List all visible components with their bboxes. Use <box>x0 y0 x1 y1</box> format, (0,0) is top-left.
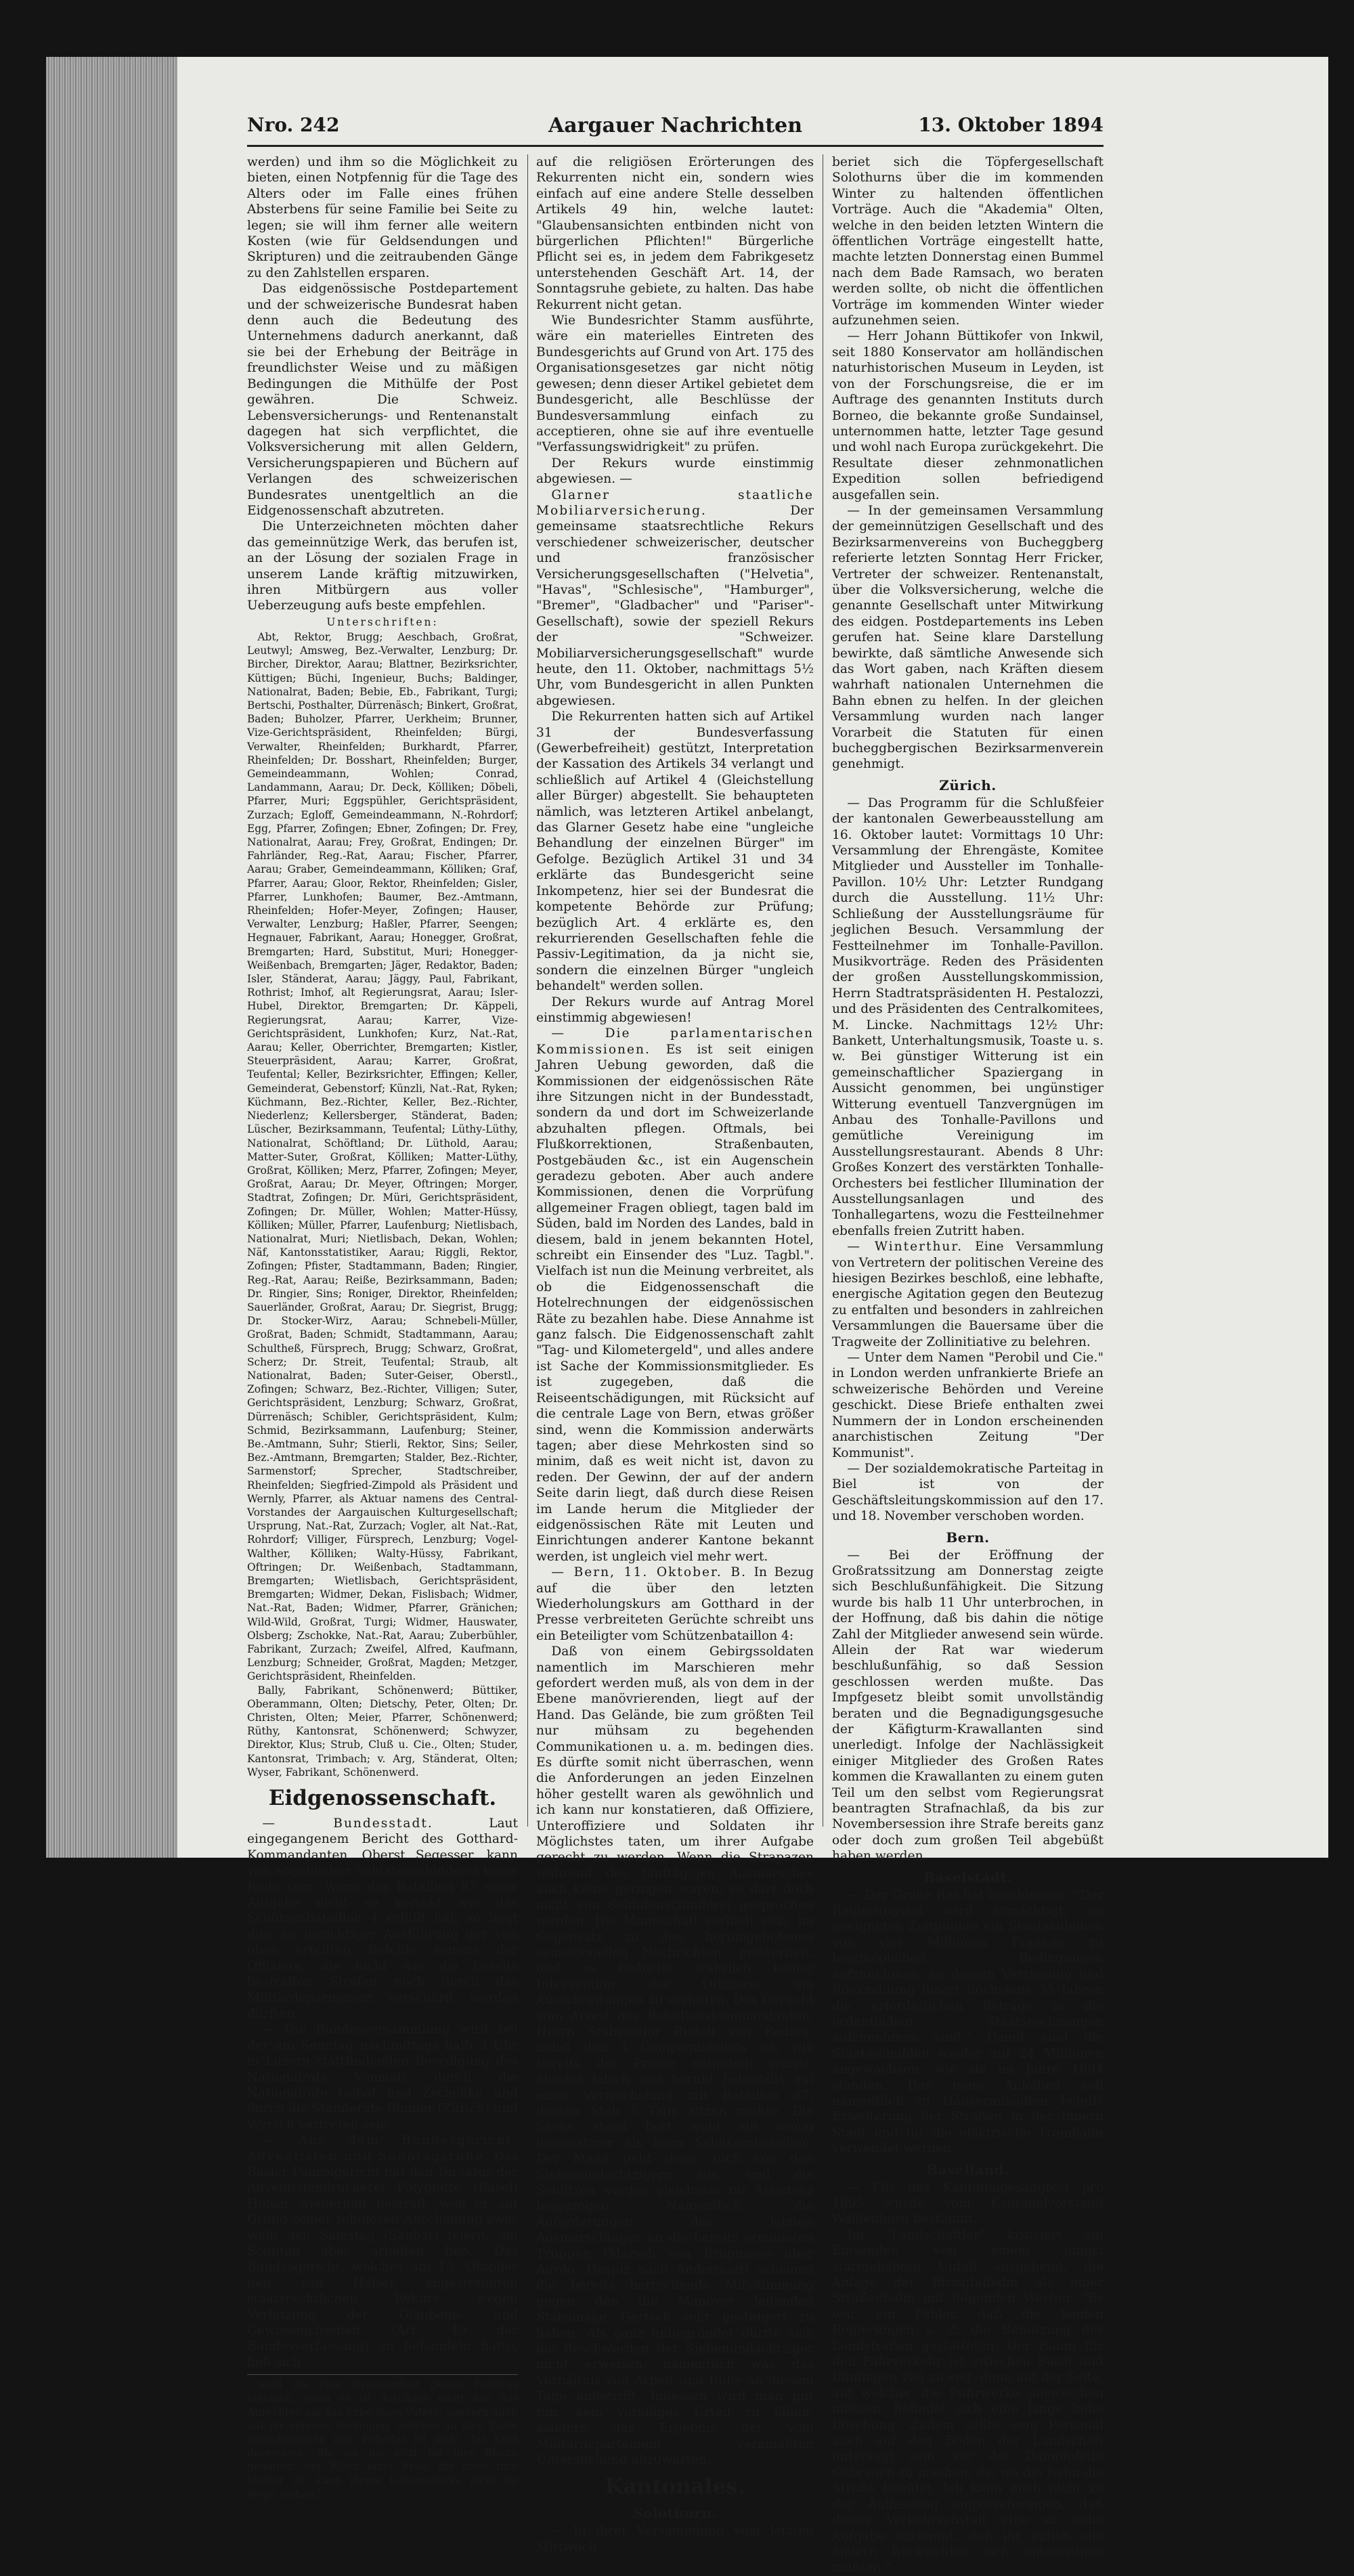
page-edge <box>46 57 181 1858</box>
news-text: In Bezug auf die über den letzten Wiederholungskurs am Gotthard in der Presse verbreiteten Gerüchte schreibt uns ein Beteiligter vom Schützenbataillon 4: <box>536 1565 814 1643</box>
paragraph: Die Unterzeichneten möchten daher das gemeinnützige Werk, das berufen ist, an der Lösung der sozialen Frage in unserem Lande kräftig mitzuwirken, ihren Mitbürgern aus voller Ueberzeugung aufs beste empfehlen. <box>247 519 518 613</box>
news-kicker: — Bern, 11. Oktober. B. <box>551 1565 747 1580</box>
paragraph: Der Rekurs wurde einstimmig abgewiesen. — <box>536 456 814 487</box>
signers-list: Abt, Rektor, Brugg; Aeschbach, Großrat, Leutwyl; Amsweg, Bez.-Verwalter, Lenzburg; Dr. Bircher, Direktor, Aarau; Blattner, Bezirksrichter, Küttigen; Büchi, Ingenieur, Buchs; Baldinger, Nationalrat, Baden; Bebie, Eb., Fabrikant, Turgi; Bertschi, Posthalter, Dürrenäsch; Binkert, Großrat, Baden; Buholzer, Pfarrer, Uerkheim; Brunner, Vize-Gerichtspräsident, Rheinfelden; Bürgi, Verwalter, Rheinfelden; Burkhardt, Pfarrer, Rheinfelden; Dr. Bosshart, Rheinfelden; Burger, Gemeindeammann, Wohlen; Conrad, Landammann, Aarau; Dr. Deck, Kölliken; Döbeli, Pfarrer, Muri; Eggspühler, Gerichtspräsident, Zurzach; Egloff, Gemeindeammann, N.-Rohrdorf; Egg, Pfarrer, Zofingen; Ebner, Zofingen; Dr. Frey, Nationalrat, Aarau; Frey, Großrat, Endingen; Dr. Fahrländer, Reg.-Rat, Aarau; Fischer, Pfarrer, Aarau; Graber, Gemeindeammann, Kölliken; Graf, Pfarrer, Aarau; Gloor, Rektor, Rheinfelden; Gisler, Pfarrer, Lunkhofen; Baumer, Bez.-Amtmann, Rheinfelden; Hofer-Meyer, Zofingen; Hauser, Verwalter, Lenzburg; Haßler, Pfarrer, Seengen; Hegnauer, Fabrikant, Aarau; Honegger, Großrat, Bremgarten; Hard, Substitut, Muri; Honegger-Weißenbach, Bremgarten; Jäger, Redaktor, Baden; Isler, Ständerat, Aarau; Jäggy, Paul, Fabrikant, Rothrist; Imhof, alt Regierungsrat, Aarau; Isler-Hubel, Direktor, Bremgarten; Dr. Käppeli, Regierungsrat, Aarau; Karrer, Vize-Gerichtspräsident, Lunkhofen; Kurz, Nat.-Rat, Aarau; Keller, Oberrichter, Bremgarten; Kistler, Steuerpräsident, Aarau; Karrer, Großrat, Teufental; Keller, Bezirksrichter, Effingen; Keller, Gemeinderat, Gebenstorf; Künzli, Nat.-Rat, Ryken; Küchmann, Bez.-Richter, Keller, Bez.-Richter, Niederlenz; Kellersberger, Ständerat, Baden; Lüscher, Bezirksammann, Teufental; Lüthy-Lüthy, Nationalrat, Schöftland; Dr. Lüthold, Aarau; Matter-Suter, Großrat, Kölliken; Matter-Lüthy, Großrat, Kölliken; Merz, Pfarrer, Zofingen; Meyer, Großrat, Aarau; Dr. Meyer, Oftringen; Morger, Stadtrat, Zofingen; Dr. Müri, Gerichtspräsident, Zofingen; Dr. Müller, Wohlen; Matter-Hüssy, Kölliken; Müller, Pfarrer, Laufenburg; Nietlisbach, Nationalrat, Muri; Nietlisbach, Dekan, Wohlen; Näf, Kantonsstatistiker, Aarau; Riggli, Rektor, Zofingen; Pfister, Stadtammann, Baden; Ringier, Reg.-Rat, Aarau; Reiße, Bezirksammann, Baden; Dr. Ringier, Sins; Roniger, Direktor, Rheinfelden; Sauerländer, Großrat, Aarau; Dr. Siegrist, Brugg; Dr. Stocker-Wirz, Aarau; Schnebeli-Müller, Großrat, Baden; Schmidt, Stadtammann, Aarau; Schultheß, Fürsprech, Brugg; Schwarz, Großrat, Scherz; Dr. Streit, Teufental; Straub, alt Nationalrat, Baden; Suter-Geiser, Oberstl., Zofingen; Schwarz, Bez.-Richter, Villigen; Suter, Gerichtspräsident, Lenzburg; Schwarz, Großrat, Dürrenäsch; Schibler, Gerichtspräsident, Kulm; Schmid, Bezirksammann, Laufenburg; Steiner, Be.-Amtmann, Suhr; Stierli, Rektor, Sins; Seiler, Bez.-Amtmann, Bremgarten; Stalder, Bez.-Richter, Sarmenstorf; Sprecher, Stadtschreiber, Rheinfelden; Siegfried-Zimpold als Präsident und Wernly, Pfarrer, als Aktuar namens des Central-Vorstandes der Aargauischen Kulturgesellschaft; Ursprung, Nat.-Rat, Zurzach; Vogler, alt Nat.-Rat, Rohrdorf; Villiger, Fürsprech, Lenzburg; Vogel-Walther, Kölliken; Walty-Hüssy, Fabrikant, Oftringen; Dr. Weißenbach, Stadtammann, Bremgarten; Wietlisbach, Gerichtspräsident, Bremgarten; Widmer, Dekan, Fislisbach; Widmer, Nat.-Rat, Baden; Widmer, Pfarrer, Gränichen; Wild-Wild, Großrat, Turgi; Widmer, Hauswater, Olsberg; Zschokke, Nat.-Rat, Aarau; Zuberbühler, Fabrikant, Zurzach; Zweifel, Alfred, Kaufmann, Lenzburg; Schneider, Großrat, Magden; Metzger, Gerichtspräsident, Rheinfelden. <box>247 630 518 1683</box>
signers-list-solothurn: Bally, Fabrikant, Schönenwerd; Büttiker, Oberammann, Olten; Dietschy, Peter, Olten; Dr. Christen, Olten; Meier, Pfarrer, Schönenwerd; Rüthy, Kantonsrat, Schönenwerd; Schwyzer, Direktor, Klus; Strub, Cluß u. Cie., Olten; Studer, Kantonsrat, Trimbach; v. Arg, Ständerat, Olten; Wyser, Fabrikant, Schönenwerd. <box>247 1684 518 1778</box>
news-item <box>536 1026 814 1565</box>
news-text: Der gemeinsame staatsrechtliche Rekurs verschiedener schweizerischer, deutscher und französischer Versicherungsgesellschaften ("Helvetia", "Havas", "Schlesische", "Hamburger", "Bremer", "Gladbacher" und "Pariser"-Gesellschaft), sowie der speziell Rekurs der "Schweizer. Mobiliarversicherungsgesellschaft" wurde heute, den 11. Oktober, nachmittags 5½ Uhr, vom Bundesgericht in allen Punkten abgewiesen. <box>536 503 814 708</box>
column-divider <box>527 154 528 1827</box>
news-text: Eine Versammlung von Vertretern der politischen Vereine des hiesigen Bezirkes beschloß, eine lebhafte, energische Agitation gegen den Beutezug zu entfalten und besonders in zahlreichen Versammlungen die Bauersame über die Tragweite der Zollinitiative zu belehren. <box>832 1240 1104 1349</box>
issue-number: Nro. 242 <box>247 114 340 136</box>
paragraph: Im "Landschäftler" kritisiert ein Einsender, von einem jüngst stattgehabten Unfall ausgehend, die Anlage der Birsigtalbahn als einer Straßenbahn mit folgenden Worten: "Es war ein Fehler, daß die beiden Regierungen s. Z. die Benützung der Landstraßen gestatteten. Der Raum für den Fahrverkehr ist zwischen Basel und Binningen viel zu eng, denn auf der Seite, auf welcher die Fuhrwerke ausweichen müssen, befindet sich eine lange hohe Böschung. Zudem sollte vom Personal auch auf den Boden der Landschaft untersagt sein, vor der Dampfpfeife Gebrauch zu machen, da, wo die Bahn die Straße benützt. Ich kann mich nicht zu der Auffassung emporschwingen, daß dieser Verkehrsanstalt eine so hohe Aufgabe zukommt, daß ihr zulieb alle andern Rücksichten sich unterordnen müßten." <box>832 2227 1104 2575</box>
paragraph: — Für das Kantonalgesangfest pro 1895 wurde vom Kantonalvorstand Waldenburg bestimmt. <box>832 2180 1104 2227</box>
news-kicker: — Die parlamentarischen Kommissionen. <box>536 1026 814 1057</box>
subsection-bern: Bern. <box>946 1529 990 1546</box>
news-text: Laut eingegangenem Bericht des Gotthard-Kommandanten, Oberst Segesser, kann von angeblicher Soldatenschinderei keine Rede sein. Wenn das Bataillon 87 seine Aufgabe nicht so korrekt wie das Schützenbataillon 4 erfüllt hat, so liegt dies an unrichtiger Ausführung der von oben erteilten Befehle seitens der Offiziere, die nicht wie die bereits bestraften Strafen noch durch das Militärdepartement verschärft werden dürften. <box>247 1816 518 2021</box>
news-item <box>536 487 814 710</box>
news-item <box>247 2133 518 2370</box>
issue-date: 13. Oktober 1894 <box>918 114 1104 136</box>
paragraph: Daß von einem Gebirgssoldaten namentlich im Marschieren mehr gefordert werden muß, als von dem in der Ebene manövrierenden, liegt auf der Hand. Das Gelände, bie zum größten Teil nur mühsam zu begehenden Communikationen u. a. m. bedingen dies. Es dürfte somit nicht überraschen, wenn die Anforderungen an jeden Einzelnen höher gestellt waren als gewöhnlich und ich kann nur konstatieren, daß Offiziere, Unteroffiziere und Soldaten ihr Möglichstes taten, um ihrer Aufgabe gerecht zu werden. Wenn die Strapazen während des fünftägigen Ausmarsches auch keine geringen waren, so darf doch nicht von Soldatenschinderei gesprochen werden. Die Mannschaft verhielt sich, im Gegensatz zu den herumgebotenen sensationellen Nachrichten, musterhaft, und es bedurfte wahrlich keiner Intervention der Offiziere, um Ausschreitungen zu verhüten. Das Gerücht vom Arrest des Bataillonskommandanten, Herrn Stabsmajor Rudolf von Reding, nebst den 4 Compagniechefs ist, wie bereits der Presse mitgeteilt wurde, absolut falsch und beruht jedenfalls auf einer Verwechslung mit Bataillon 87, dessen Stab 5 Tage sitzen mußte. Die Sache stand bort wohl ein wenig ungünstiger als beim Schützenbataillon. Der Mann geht denn auch von den Siebenundachtzigern aus, und die Schützen werden gleichsam zur Assistenz beigezogen. Namentlich die Anforderungen des letzten Ausmarschtages an die bereits ermüdeten Truppen (Marsch von Brugnasco über Airolo, Hospiz nach Andermatt) scheinen die bereits herrschende Mißstimmung gegen den die Manöver leitenden Stabsmajor Gertsch sehr gesteigert zu haben. Als ganz unbegründet dürfte sich die Beschwerden der Siebenundachtziger nicht erweisen, namentlich was das Verhältnis von Arbeit und Ruhe an diesem Tage anbetrifft. Indessen wird man gut tun, kein voreiliges Urteil zu fällen, sondern das Ergebnis der vom Militärdepartement veranlaßten Untersuchung abzuwarten. <box>536 1644 814 2467</box>
news-text: Es ist seit einigen Jahren Uebung geworden, daß die Kommissionen der eidgenössischen Räte ihre Sitzungen nicht in der Bundesstadt, sondern da und dort im Schweizerlande abzuhalten pflegen. Oftmals, bei Flußkorrektionen, Straßenbauten, Postgebäuden &c., ist ein Augenschein geradezu geboten. Aber auch andere Kommissionen, denen die Vorprüfung allgemeiner Fragen obliegt, tagen bald im Süden, bald im Norden des Landes, bald in diesem, bald in jenem bekannten Hotel, schreibt ein Einsender des "Luz. Tagbl.". Vielfach ist nun die Meinung verbreitet, als ob die Eidgenossenschaft die Hotelrechnungen der eidgenössischen Räte zu bezahlen habe. Diese Annahme ist ganz falsch. Die Eidgenossenschaft zahlt "Tag- und Kilometergeld", und alles andere ist Sache der Kommissionsmitglieder. Es ist zugegeben, daß die Reiseentschädigungen, mit Rücksicht auf die centrale Lage von Bern, etwas größer sind, wenn die Kommission anderwärts tagen; aber diese Mehrkosten sind so minim, daß es weit nicht ist, davon zu reden. Der Gewinn, der auf der andern Seite darin liegt, daß durch diese Reisen im Lande herum die Mitglieder der eidgenössischen Räte mit Leuten und Einrichtungen anderer Kantone bekannt werden, ist ungleich viel mehr wert. <box>536 1042 814 1564</box>
newspaper-title: Aargauer Nachrichten <box>548 114 803 137</box>
column-1 <box>247 154 518 2500</box>
paragraph: — Bei der Eröffnung der Großratssitzung am Donnerstag zeigte sich Beschlußunfähigkeit. Die Sitzung wurde bis halb 11 Uhr unterbrochen, in der Hoffnung, daß bis dahin die nötige Zahl der Mitglieder anwesend sein würde. Allein der Rat war wiederum beschlußunfähig, so daß Session geschlossen werden mußte. Das Impfgesetz bleibt somit unvollständig beraten und die Begnadigungsgesuche der Käfigturm-Krawallanten sind unerledigt. Infolge der Nachlässigkeit einiger Mitglieder des Großen Rates kommen die Krawallanten zu einem guten Teil um den selbst vom Regierungsrat beantragten Strafnachlaß, da bis zur Novembersession ihre Strafe bereits ganz oder doch zum großen Teil abgebüßt haben werden. <box>832 1548 1104 1864</box>
paragraph: — In der gemeinsamen Versammlung der gemeinnützigen Gesellschaft und des Bezirksarmenvereins von Bucheggberg referierte letzten Sonntag Herr Fricker, Vertreter der schweizer. Rentenanstalt, über die Volksversicherung, welche die genannte Gesellschaft unter Mitwirkung des eidgen. Postdepartements ins Leben gerufen hat. Seine klare Darstellung bewirkte, daß sämtliche Anwesende sich das Wort gaben, nach Kräften diesem wahrhaft nationalen Unternehmen die Bahn ebnen zu helfen. In der gleichen Versammlung wurden nach langer Vorarbeit die Statuten für einen bucheggbergischen Bezirksarmenverein genehmigt. <box>832 503 1104 772</box>
paragraph: — Herr Johann Büttikofer von Inkwil, seit 1880 Konservator am holländischen naturhistorischen Museum in Leyden, ist von der Forschungsreise, die er im Auftrage des genannten Instituts durch Borneo, die bekannte große Sundainsel, unternommen hatte, letzter Tage gesund und wohl nach Europa zurückgekehrt. Die Resultate dieser zehnmonatlichen Expedition sollen befriedigend ausgefallen sein. <box>832 329 1104 502</box>
paragraph: Die Rekurrenten hatten sich auf Artikel 31 der Bundesverfassung (Gewerbefreiheit) gestützt, Interpretation der Kassation des Artikels 34 verlangt und schließlich auf Artikel 4 (Gleichstellung aller Bürger) abgestellt. Sie behaupteten nämlich, was letzteren Artikel anbelangt, das Glarner Gesetz habe eine "ungleiche Behandlung der einzelnen Bürger" im Gefolge. Bezüglich Artikel 31 und 34 erklärte das Bundesgericht seine Inkompetenz, hier sei der Bundesrat die kompetente Behörde zur Prüfung; bezüglich Art. 4 erklärte es, den rekurrierenden Gesellschaften fehle die Passiv-Legitimation, da ja nicht sie, sondern die einzelnen Bürger "ungleich behandelt" werden sollen. <box>536 710 814 994</box>
subsection-zuerich: Zürich. <box>939 777 997 793</box>
paragraph: auf die religiösen Erörterungen des Rekurrenten nicht ein, sondern wies einfach auf eine andere Stelle desselben Artikels 49 hin, welche lautet: "Glaubensansichten entbinden nicht von bürgerlichen Pflichten!" Bürgerliche Pflicht sei es, in jedem dem Fabrikgesetz unterstehenden Geschäft Art. 14, der Sonntagsruhe gebiete, zu halten. Das habe Rekurrent nicht getan. <box>536 155 814 312</box>
paragraph: beriet sich die Töpfergesellschaft Solothurns über die im kommenden Winter zu haltenden öffentlichen Vorträge. Auch die "Akademia" Olten, welche in den beiden letzten Wintern die öffentlichen Vorträge eingestellt hatte, machte letzten Donnerstag einen Bummel nach dem Bade Ramsach, wo beraten werden sollte, ob nicht die öffentlichen Vorträge im kommenden Winter wieder aufzunehmen seien. <box>832 155 1104 328</box>
section-title-eidgenossenschaft: Eidgenossenschaft. <box>268 1786 497 1811</box>
paragraph: Das eidgenössische Postdepartement und der schweizerische Bundesrat haben denn auch die Bedeutung des Unternehmens dadurch anerkannt, daß sie bei der Erhebung der Beiträge in freundlichster Weise und zu mäßigen Bedingungen die Mithülfe der Post gewähren. Die Schweiz. Lebensversicherungs- und Rentenanstalt dagegen hat sich verpflichtet, die Volksversicherung mit allen Geldern, Versicherungspapieren und Büchern auf Verlangen des schweizerischen Bundesrates unentgeltlich an die Eidgenossenschaft abzutreten. <box>247 282 518 518</box>
news-item: — Die Bundesversammlung wird bei der am Sonntag nachmittags halb 3 Uhr in Luzern stattfindenden Beerdigung des Nationalrats Vonmatt durch die Nationalräte Gobat und Zschokke und durch die Ständeräte Blumer (Zürich) und Wyrsch vertreten sein. <box>247 2022 518 2132</box>
paragraph: — Unter dem Namen "Perobil und Cie." in London werden unfrankierte Briefe an schweizerische Behörden und Vereine geschickt. Diese Briefe enthalten zwei Nummern der in London erscheinenden anarchistischen Zeitung "Der Kommunist". <box>832 1351 1104 1460</box>
paragraph: — In ihrer Versammlung vom letzten Mittwoch <box>536 2524 814 2554</box>
signers-title: Unterschriften: <box>326 615 439 628</box>
section-title-kantonales: Kantonales. <box>605 2474 745 2499</box>
news-kicker: — Aus dem Bundesgericht. Adventisten und Sonntagsruhe. <box>247 2133 518 2164</box>
news-kicker: — Winterthur. <box>847 1240 963 1254</box>
news-kicker: Glarner staatliche Mobiliarversicherung. <box>536 487 814 518</box>
news-item <box>536 1565 814 1644</box>
paragraph: — Das Programm für die Schlußfeier der kantonalen Gewerbeausstellung am 16. Oktober lautet: Vormittags 10 Uhr: Versammlung der Ehrengäste, Komitee Mitglieder und Aussteller im Tonhalle-Pavillon. 10½ Uhr: Letzter Rundgang durch die Ausstellung. 11½ Uhr: Schließung der Ausstellungsräume für jeglichen Besuch. Versammlung der Festteilnehmer im Tonhalle-Pavillon. Musikvorträge. Reden des Präsidenten der großen Ausstellungskommission, Herrn Stadtratspräsidenten H. Pestalozzi, und des Präsidenten des Centralkomitees, M. Lincke. Nachmittags 12½ Uhr: Bankett, Unterhaltungsmusik, Toaste u. s. w. Bei günstiger Witterung ist ein gemeinschaftlicher Spaziergang in Aussicht genommen, bei ungünstiger Witterung eventuell Tanzvergnügen im Anbau des Tonhalle-Pavillons und gemütliche Vereinigung im Ausstellungsrestaurant. Abends 8 Uhr: Großes Konzert des verstärkten Tonhalle-Orchesters bei festlicher Illumination der Ausstellungsanlagen und des Tonhallegartens, wozu die Festteilnehmer ebenfalls freien Zutritt haben. <box>832 795 1104 1238</box>
feuilleton-footnote: wohl als eine Grausamkeit gegen Felicitas erschien, denn es ist durchaus nicht nur des Anrechtes auf das Erbe ihres Vaters, sondern auch auf ihr eigenes Vermögen, welches an ihre Tante zurückgefallen war. Felicitas ist nicht das Kind derjenigen, die sie bis jetzt für ihre Eltern gehalten; der Fluch einer Frau, die nicht ihre Mutter ist, kann ihrem Lebensglücke nicht im Wege stehen." <box>247 2378 518 2500</box>
paragraph: — Der Große Rat hat beschlossen: "Der Regierungsrat wird ermächtigt, im geeigneten Zeitpunkte ein Staatsanleihen von vier Millionen Franken zu bestmöglichen Bedingungen aufzunehmen, zu dessen Verzinsung und Rückzahlung innert höchstens 35 Jahren die erforderlichen Beträge in die ordentlichen Staatsrechnungen aufzunehmen sind." Damit sind die Staatsschulden wieder auf 24 Millionen angewachsen, wie sie im Jahre 1884 standen. Das neue Anleihen soll namentlich zu Häuserankäufen behufs Erweiterung der Straßen in der innern Stadt und für die elektrische Trambahn verwendet werden. <box>832 1887 1104 2156</box>
subsection-baselland: Baselland. <box>926 2161 1009 2178</box>
paragraph: Wie Bundesrichter Stamm ausführte, wäre ein materielles Eintreten des Bundesgerichts auf Grund von Art. 175 des Organisationsgesetzes gar nicht nötig gewesen; denn dieser Artikel gebietet dem Bundesgericht, alle Beschlüsse der Bundesversammlung einfach zu acceptieren, ohne sie auf ihre eventuelle "Verfassungswidrigkeit" zu prüfen. <box>536 313 814 455</box>
column-2 <box>536 154 814 2554</box>
footnote-rule <box>247 2374 518 2375</box>
news-text: Das Basler Polizeigericht hat den Direktor der Adventistendruckerei Polyglotte (Basel) Holser wiederholt bestraft, weil er auf Grund seiner religiösen Anschauung zwar wohl den Samstag (Sabbat) feiern, am Sonntag aber arbeiten ließ. Das Bundesgericht, welches am 10. Oktober den von Holser angestrengten staatsrechtlichen Rekurs wegen Verletzung der Glaubens- und Gewissensfreiheit (Art. 49 der Bundesverfassung) zu behandeln hatte, ließ sich <box>247 2149 518 2370</box>
article-columns <box>247 154 1104 2575</box>
header-rule <box>247 145 1104 147</box>
paragraph: werden) und ihm so die Möglichkeit zu bieten, einen Notpfennig für die Tage des Alters oder im Falle eines frühen Absterbens für seine Familie bei Seite zu legen; sie will ihm ferner alle weitern Kosten (wie für Geldsendungen und Skripturen) und die zeitraubenden Gänge zu den Zahlstellen ersparen. <box>247 155 518 280</box>
paragraph: — Der sozialdemokratische Parteitag in Biel ist von der Geschäftsleitungskommission auf den 17. und 18. November verschoben worden. <box>832 1461 1104 1524</box>
news-item <box>247 1816 518 2022</box>
subsection-solothurn: Solothurn. <box>632 2505 718 2522</box>
column-3 <box>832 154 1104 2575</box>
news-kicker: — Bundesstadt. <box>262 1816 433 1831</box>
paragraph: Der Rekurs wurde auf Antrag Morel einstimmig abgewiesen! <box>536 995 814 1025</box>
news-item <box>832 1239 1104 1350</box>
running-head <box>247 114 1104 145</box>
subsection-baselstadt: Baselstadt. <box>923 1869 1012 1885</box>
